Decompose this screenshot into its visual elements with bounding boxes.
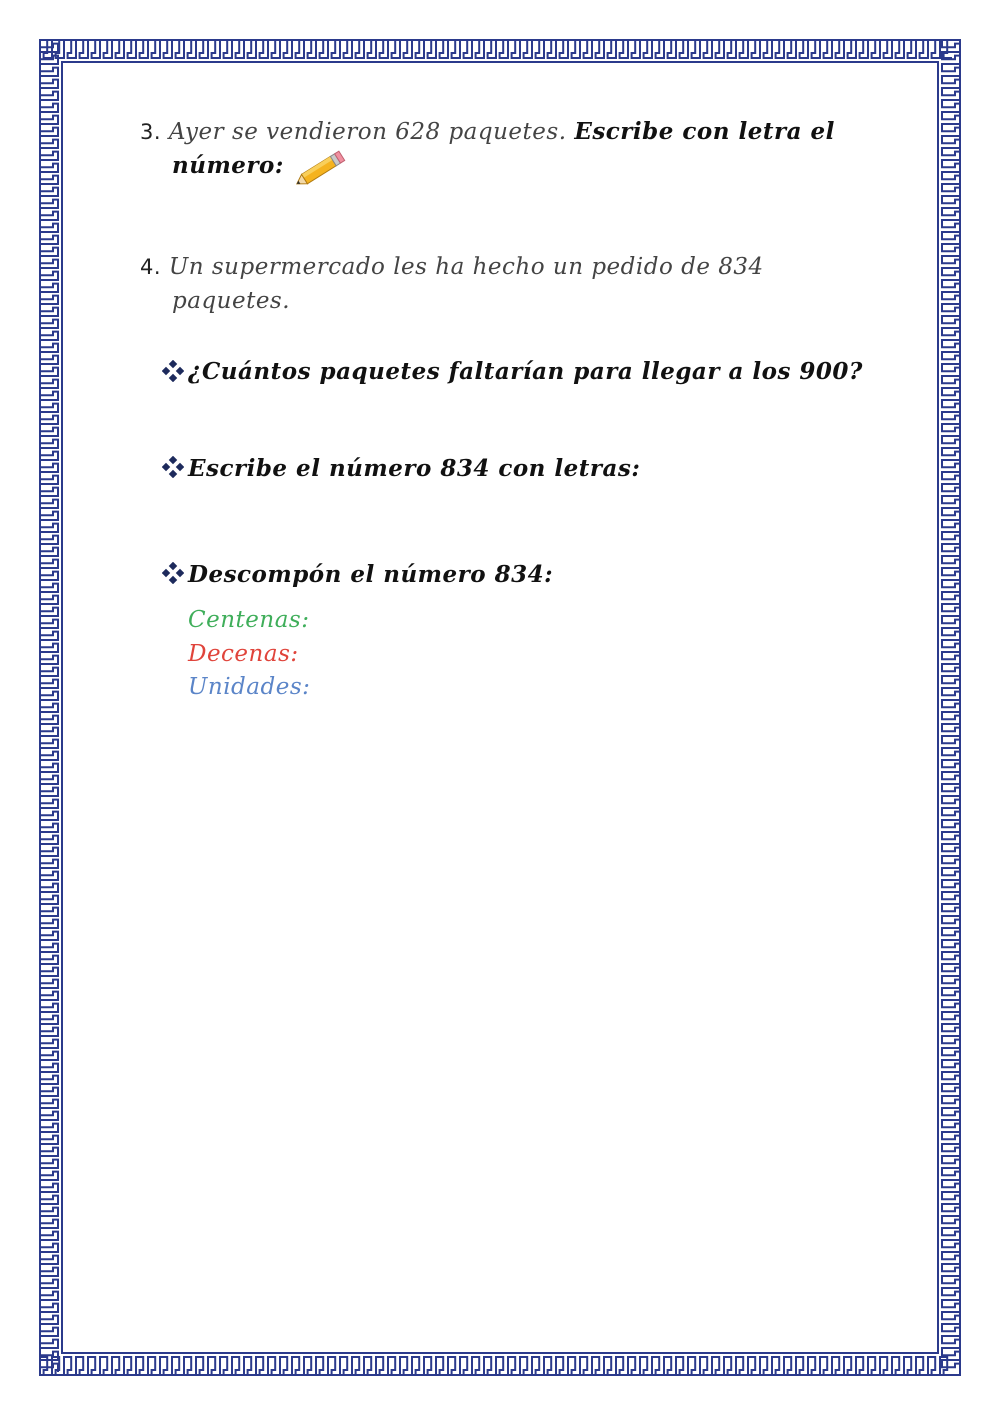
bullet-item-missing-packages: ¿Cuántos paquetes faltarían para llegar a los 900? <box>188 358 863 385</box>
question-4-line-2 <box>172 288 290 314</box>
centenas-label: Centenas: <box>188 607 310 633</box>
question-3-instruction-cont: número: <box>172 152 284 179</box>
unidades-label: Unidades: <box>188 674 311 700</box>
question-3-number: 3. <box>140 120 162 144</box>
question-3-line-1 <box>140 118 835 145</box>
pencil-icon <box>292 150 348 190</box>
question-3-line-2 <box>172 152 284 179</box>
question-4-line-1 <box>140 254 764 280</box>
question-3-text: Ayer se vendieron 628 paquetes. <box>168 119 567 145</box>
diamond-bullet-icon <box>162 456 184 478</box>
decenas-label: Decenas: <box>188 641 299 667</box>
question-4-number: 4. <box>140 255 162 279</box>
question-4-text-cont: paquetes. <box>172 288 291 314</box>
bullet-item-decompose: Descompón el número 834: <box>188 561 554 588</box>
question-3-instruction: Escribe con letra el <box>574 118 835 145</box>
bullet-item-write-in-words: Escribe el número 834 con letras: <box>188 455 641 482</box>
question-4-text: Un supermercado les ha hecho un pedido de 834 <box>168 254 764 280</box>
diamond-bullet-icon <box>162 360 184 382</box>
diamond-bullet-icon <box>162 562 184 584</box>
